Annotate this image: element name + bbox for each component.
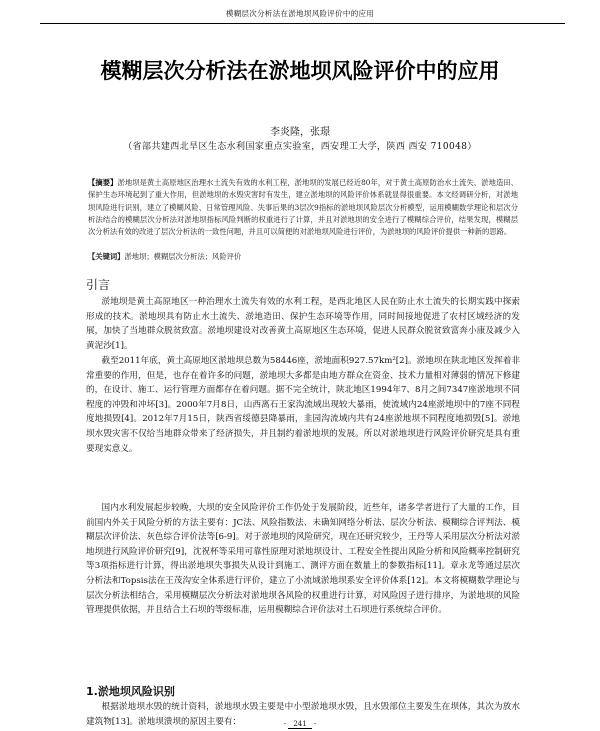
paragraph-2: 截至2011年底，黄土高原地区淤地坝总数为58446座，淤地面积927.57km²[2]。淤地坝在陕北地区发挥着非常重要的作用，但是，也存在着许多的问题，淤地坝大多都是由地方群众在资金、技术力量相对薄弱的情况下修建的，在设计、施工、运行管理方面都存在着问题。据不完全统计，陕北地区1994年7、8月之间7347座淤地坝不同程度的冲毁和冲坏[3]。2000年7月8日，山西离石王家沟流域出现较大暴雨，使流域内24座淤地坝中的7座不同程度地损毁[4]。2012年7月15日，陕西省绥德县降暴雨，韭园沟流域内共有24座淤地坝不同程度地损毁[5]。淤地坝水毁灾害不仅给当地群众带来了经济损失，并且制约着淤地坝的发展。所以对淤地坝进行风险评价研究是具有重要现实意义。 — [86, 356, 520, 454]
abstract-text: 淤地坝是黄土高原地区治理水土流失有效的水利工程，淤地坝的发展已经近80年，对于黄土高原防治水土流失、淤地造田、保护生态环境起到了重大作用，但淤地坝的水毁灾害时有发生，建立淤地坝的风险评价体系就显得很重要。本文经调研分析，对淤地坝风险进行识别，建立了模糊风险、日常管理风险、失事后果的3层次9指标的淤地坝风险层次分析模型，运用模糊数学理论和层次分析法结合的模糊层次分析法对淤地坝指标风险判断的权重进行了计算，并且对淤地坝的安全进行了模糊综合评价，结果发现，模糊层次分析法有效的改进了层次分析法的一致性问题，并且可以简便的对淤地坝风险进行评价，为淤地坝的风险评价提供一种新的思路。 — [88, 178, 519, 237]
authors: 李炎隆，张璟 — [270, 127, 330, 138]
paragraph-4: 根据淤地坝水毁的统计资料，淤地坝水毁主要是中小型淤地坝水毁，且水毁部位主要发生在坝体，其次为放水建筑物[13]。淤地坝溃坝的原因主要有： — [86, 702, 520, 727]
paragraph-3: 国内水利发展起步较晚，大坝的安全风险评价工作仍处于发展阶段，近些年，诸多学者进行了大量的工作，目前国内外关于风险分析的方法主要有：JC法、风险指数法、未确知网络分析法、层次分析法、模糊综合评判法、模糊层次评价法、灰色综合评价法等[6-9]。对于淤地坝的风险研究，现在还研究较少，王丹等人采用层次分析法对淤地坝进行风险评价研究[9]，沈祝杯等采用可靠性原理对淤地坝设计、工程安全性提出风险分析和风险概率控制研究等3项指标进行计算，得出淤地坝失事损失从设计到施工、测评方面在数量上的参数指标[11]。章永龙等通过层次分析法和Topsis法在王茂沟安全体系进行评价，建立了小流域淤地坝系安全评价体系[12]。本文将模糊数学理论与层次分析法相结合，采用模糊层次分析法对淤地坝各风险的权重进行计算，对风险因子进行排序，为淤地坝的风险管理提供依据，并且结合土石坝的等级标准，运用模糊综合评价法对土石坝进行系统综合评价。 — [86, 503, 520, 616]
keywords — [88, 252, 518, 262]
paper-title: 模糊层次分析法在淤地坝风险评价中的应用 — [100, 59, 500, 83]
page-number: - 241 - — [283, 720, 317, 728]
paragraph-1: 淤地坝是黄土高原地区一种治理水土流失有效的水利工程，是西北地区人民在防止水土流失的长期实践中探索形成的技术。淤地坝具有防止水土流失、淤地造田、保护生态环境等作用，同时间接地促进了农村区域经济的发展，加快了当地群众脱贫致富。淤地坝建设对改善黄土高原地区生态环境，促进人民群众脱贫致富奔小康及减少入黄泥沙[1]。 — [86, 297, 520, 351]
abstract — [88, 177, 518, 238]
abstract-label: 【摘要】 — [88, 178, 118, 187]
section-heading-intro: 引言 — [86, 278, 111, 292]
running-head: 模糊层次分析法在淤地坝风险评价中的应用 — [0, 8, 600, 19]
affiliation: （省部共建西北旱区生态水利国家重点实验室，西安理工大学，陕西 西安 710048） — [123, 142, 477, 152]
keywords-label: 【关键词】 — [88, 252, 125, 261]
keywords-text: 淤地坝；模糊层次分析法；风险评价 — [124, 252, 242, 261]
section-heading-1: 1.淤地坝风险识别 — [86, 685, 175, 698]
